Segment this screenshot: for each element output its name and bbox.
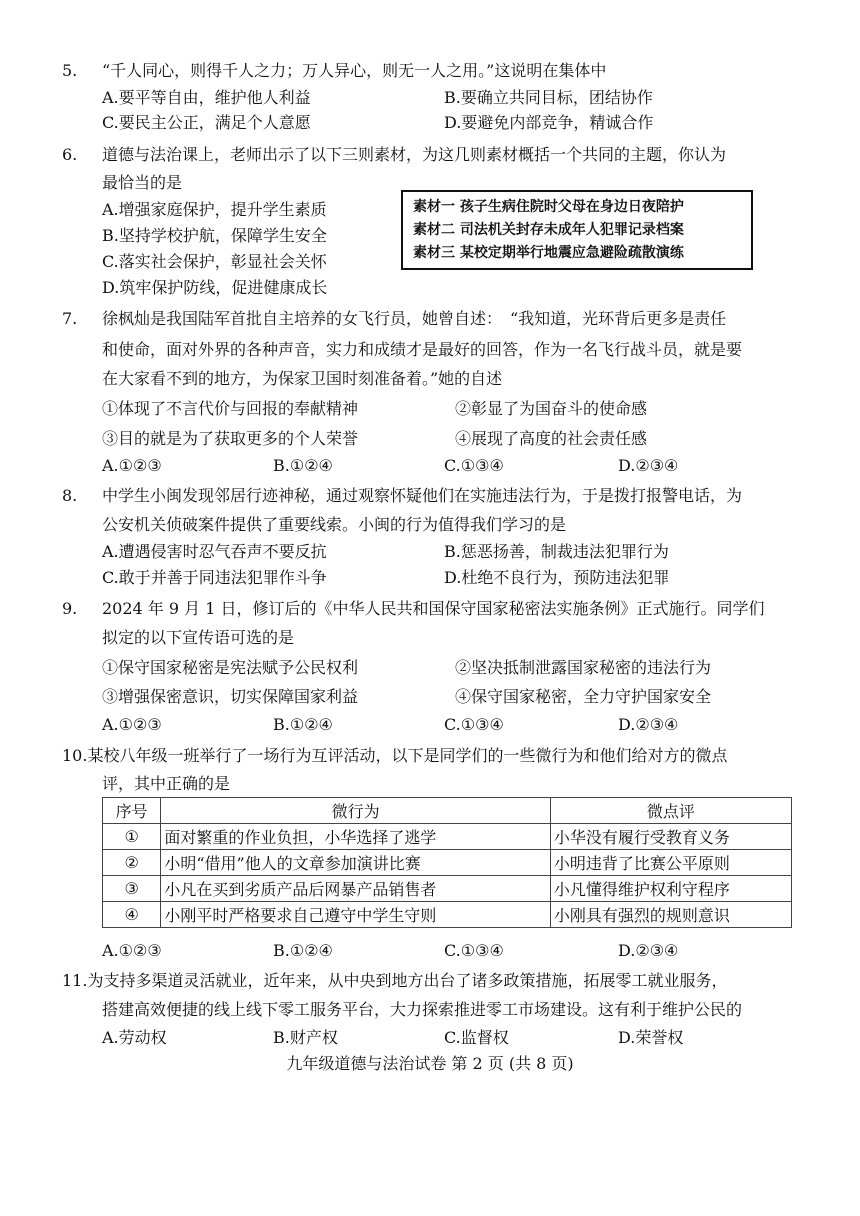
q8-number: 8.	[62, 486, 78, 505]
q5-option-b: B.要确立共同目标，团结协作	[444, 88, 653, 107]
row-behavior: 面对繁重的作业负担，小华选择了逃学	[161, 824, 550, 850]
row-comment: 小明违背了比赛公平原则	[550, 850, 791, 876]
table-row	[103, 902, 792, 928]
row-comment: 小凡懂得维护权利守程序	[550, 876, 791, 902]
q7-option-d: D.②③④	[618, 456, 679, 475]
q9-statement-2: ②坚决抵制泄露国家秘密的违法行为	[455, 658, 712, 677]
q7-option-a: A.①②③	[102, 456, 162, 475]
header-behavior: 微行为	[161, 798, 550, 824]
q10-option-c: C.①③④	[444, 941, 504, 960]
q8-option-d: D.杜绝不良行为，预防违法犯罪	[444, 568, 670, 587]
q9-stem-line2: 拟定的以下宣传语可选的是	[102, 628, 295, 647]
q6-material-1: 素材一 孩子生病住院时父母在身边日夜陪护	[413, 199, 684, 215]
q7-stem-line2: 和使命，面对外界的各种声音，实力和成绩才是最好的回答，作为一名飞行战斗员，就是要	[102, 340, 743, 359]
q6-number: 6.	[62, 145, 78, 164]
q6-material-2: 素材二 司法机关封存未成年人犯罪记录档案	[413, 222, 684, 238]
q8-option-a: A.遭遇侵害时忍气吞声不要反抗	[102, 542, 327, 561]
q5-option-c: C.要民主公正，满足个人意愿	[102, 113, 311, 132]
q9-stem-line1: 2024 年 9 月 1 日，修订后的《中华人民共和国保守国家秘密法实施条例》正式施行。同学们	[102, 599, 765, 618]
q7-option-b: B.①②④	[273, 456, 333, 475]
q8-option-b: B.惩恶扬善，制裁违法犯罪行为	[444, 542, 669, 561]
q5-option-a: A.要平等自由，维护他人利益	[102, 88, 311, 107]
q8-stem-line2: 公安机关侦破案件提供了重要线索。小闽的行为值得我们学习的是	[102, 515, 567, 534]
q9-statement-1: ①保守国家秘密是宪法赋予公民权利	[102, 658, 359, 677]
q7-stem-line3: 在大家看不到的地方，为保家卫国时刻准备着。”她的自述	[102, 369, 503, 388]
row-behavior: 小明“借用”他人的文章参加演讲比赛	[161, 850, 550, 876]
q5-stem: “千人同心，则得千人之力；万人异心，则无一人之用。”这说明在集体中	[102, 61, 607, 80]
q10-stem-line2: 评，其中正确的是	[102, 774, 231, 793]
q9-option-a: A.①②③	[102, 715, 162, 734]
q10-option-d: D.②③④	[618, 941, 679, 960]
q6-option-c: C.落实社会保护，彰显社会关怀	[102, 252, 327, 271]
q10-stem-line1: 10.某校八年级一班举行了一场行为互评活动，以下是同学们的一些微行为和他们给对方的微点	[62, 746, 728, 765]
header-comment: 微点评	[550, 798, 791, 824]
q7-statement-2: ②彰显了为国奋斗的使命感	[455, 399, 648, 418]
row-index: ③	[103, 876, 161, 902]
q11-stem-line2: 搭建高效便捷的线上线下零工服务平台，大力探索推进零工市场建设。这有利于维护公民的	[102, 1000, 743, 1019]
row-comment: 小刚具有强烈的规则意识	[550, 902, 791, 928]
q11-stem-line1: 11.为支持多渠道灵活就业，近年来，从中央到地方出台了诸多政策措施，拓展零工就业服务，	[62, 971, 728, 990]
table-row	[103, 850, 792, 876]
q10-option-a: A.①②③	[102, 941, 162, 960]
q7-option-c: C.①③④	[444, 456, 504, 475]
q7-statement-1: ①体现了不言代价与回报的奉献精神	[102, 399, 359, 418]
q11-option-c: C.监督权	[444, 1028, 509, 1047]
q7-statement-4: ④展现了高度的社会责任感	[455, 429, 648, 448]
q6-option-b: B.坚持学校护航，保障学生安全	[102, 226, 327, 245]
q6-stem-line2: 最恰当的是	[102, 173, 183, 192]
q6-option-a: A.增强家庭保护，提升学生素质	[102, 200, 327, 219]
row-behavior: 小凡在买到劣质产品后网暴产品销售者	[161, 876, 550, 902]
q7-statement-3: ③目的就是为了获取更多的个人荣誉	[102, 429, 359, 448]
q9-statement-3: ③增强保密意识，切实保障国家利益	[102, 687, 359, 706]
q5-option-d: D.要避免内部竞争，精诚合作	[444, 113, 654, 132]
q6-stem-line1: 道德与法治课上，老师出示了以下三则素材，为这几则素材概括一个共同的主题，你认为	[102, 145, 727, 164]
q7-number: 7.	[62, 309, 78, 328]
q8-stem-line1: 中学生小闽发现邻居行迹神秘，通过观察怀疑他们在实施违法行为，于是拨打报警电话，为	[102, 486, 743, 505]
q5-number: 5.	[62, 61, 78, 80]
q9-statement-4: ④保守国家秘密，全力守护国家安全	[455, 687, 712, 706]
q10-option-b: B.①②④	[273, 941, 333, 960]
q8-option-c: C.敢于并善于同违法犯罪作斗争	[102, 568, 327, 587]
q9-option-d: D.②③④	[618, 715, 679, 734]
row-index: ②	[103, 850, 161, 876]
row-behavior: 小刚平时严格要求自己遵守中学生守则	[161, 902, 550, 928]
q6-option-d: D.筑牢保护防线，促进健康成长	[102, 278, 328, 297]
q6-material-3: 素材三 某校定期举行地震应急避险疏散演练	[413, 245, 684, 261]
table-row	[103, 824, 792, 850]
row-comment: 小华没有履行受教育义务	[550, 824, 791, 850]
q9-option-b: B.①②④	[273, 715, 333, 734]
table-header-row	[103, 798, 792, 824]
header-index: 序号	[103, 798, 161, 824]
q11-option-a: A.劳动权	[102, 1028, 167, 1047]
q10-table	[102, 797, 792, 928]
q7-stem-line1: 徐枫灿是我国陆军首批自主培养的女飞行员，她曾自述： “我知道，光环背后更多是责任	[102, 309, 727, 328]
row-index: ④	[103, 902, 161, 928]
row-index: ①	[103, 824, 161, 850]
table-row	[103, 876, 792, 902]
q11-option-b: B.财产权	[273, 1028, 338, 1047]
q9-number: 9.	[62, 599, 78, 618]
q9-option-c: C.①③④	[444, 715, 504, 734]
q6-materials-box	[401, 190, 753, 270]
q11-option-d: D.荣誉权	[618, 1028, 684, 1047]
page-footer: 九年级道德与法治试卷 第 2 页 (共 8 页)	[286, 1054, 574, 1073]
